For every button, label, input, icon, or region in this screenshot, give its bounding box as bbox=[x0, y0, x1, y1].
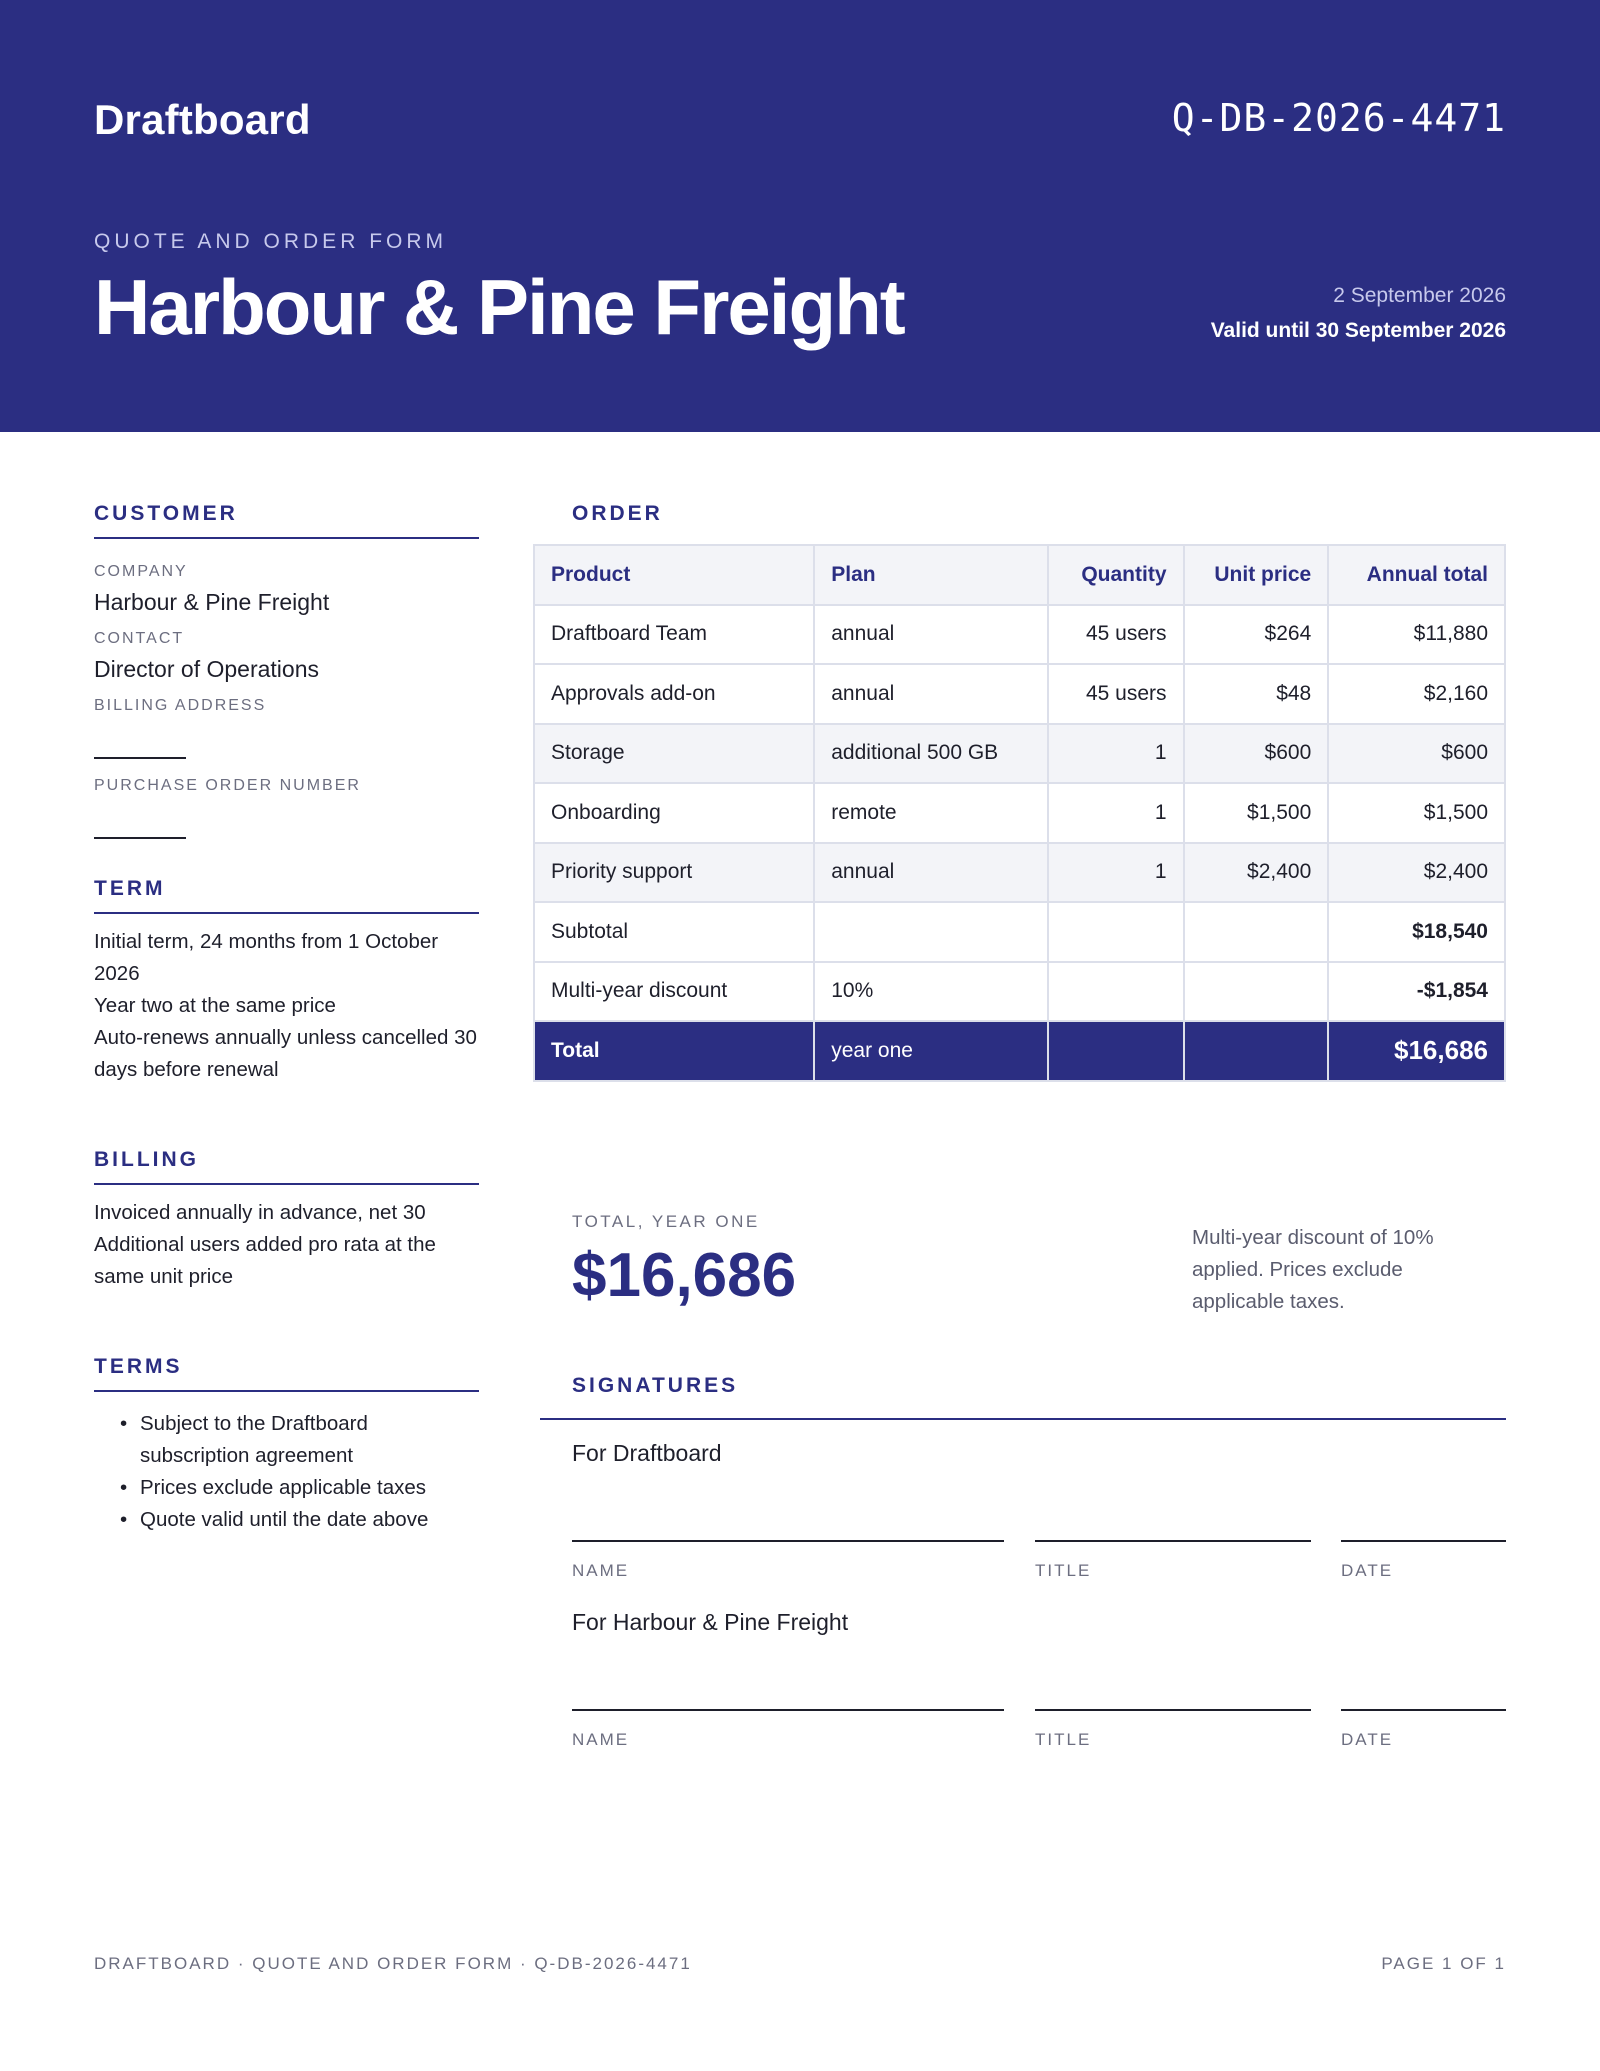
col-header-unit-price: Unit price bbox=[1184, 545, 1329, 605]
empty-cell bbox=[1048, 962, 1184, 1022]
contact-label: CONTACT bbox=[94, 630, 185, 647]
cell-annual-total: $11,880 bbox=[1328, 605, 1505, 665]
term-line: Auto-renews annually unless cancelled 30 days before renewal bbox=[94, 1026, 477, 1081]
discount-note: Multi-year discount of 10% applied. Prices exclude applicable taxes. bbox=[1192, 1226, 1434, 1313]
cell-quantity: 1 bbox=[1048, 843, 1184, 903]
term-line: Initial term, 24 months from 1 October 2026 bbox=[94, 930, 439, 985]
cell-plan: annual bbox=[814, 843, 1047, 903]
discount-value: -$1,854 bbox=[1328, 962, 1505, 1022]
col-header-product: Product bbox=[534, 545, 814, 605]
header-band bbox=[0, 0, 1600, 432]
signatures-rule bbox=[540, 1418, 1506, 1420]
total-plan: year one bbox=[814, 1021, 1047, 1081]
page-title: Harbour & Pine Freight bbox=[94, 263, 904, 351]
brand-name: Draftboard bbox=[94, 96, 311, 143]
valid-until: Valid until 30 September 2026 bbox=[1210, 319, 1506, 342]
customer-party-label: For Harbour & Pine Freight bbox=[572, 1609, 849, 1635]
billing-line: Invoiced annually in advance, net 30 bbox=[94, 1201, 426, 1224]
billing-section bbox=[94, 1148, 479, 1293]
footer-page-number: PAGE 1 OF 1 bbox=[1381, 1954, 1506, 1973]
terms-section bbox=[94, 1355, 479, 1536]
customer-title-caption: TITLE bbox=[1035, 1730, 1092, 1749]
table-row bbox=[534, 664, 1505, 724]
col-header-plan: Plan bbox=[814, 545, 1047, 605]
company-label: COMPANY bbox=[94, 563, 188, 580]
quote-number: Q-DB-2026-4471 bbox=[1171, 96, 1506, 140]
cell-product: Onboarding bbox=[534, 783, 814, 843]
cell-quantity: 1 bbox=[1048, 724, 1184, 784]
table-row bbox=[534, 783, 1505, 843]
cell-product: Draftboard Team bbox=[534, 605, 814, 665]
subtotal-label: Subtotal bbox=[534, 902, 814, 962]
vendor-name-caption: NAME bbox=[572, 1561, 630, 1580]
document-kind: QUOTE AND ORDER FORM bbox=[94, 230, 448, 253]
cell-plan: remote bbox=[814, 783, 1047, 843]
vendor-party-label: For Draftboard bbox=[572, 1440, 722, 1466]
cell-quantity: 1 bbox=[1048, 783, 1184, 843]
cell-plan: annual bbox=[814, 664, 1047, 724]
customer-section bbox=[94, 502, 479, 839]
vendor-title-caption: TITLE bbox=[1035, 1561, 1092, 1580]
company-value: Harbour & Pine Freight bbox=[94, 589, 330, 615]
cell-plan: additional 500 GB bbox=[814, 724, 1047, 784]
customer-name-line[interactable] bbox=[572, 1709, 1004, 1711]
cell-plan: annual bbox=[814, 605, 1047, 665]
term-section bbox=[94, 877, 479, 1086]
discount-rate: 10% bbox=[814, 962, 1047, 1022]
subtotal-row bbox=[534, 902, 1505, 962]
po-number-blank bbox=[94, 837, 186, 839]
order-heading: ORDER bbox=[572, 502, 663, 525]
customer-name-caption: NAME bbox=[572, 1730, 630, 1749]
contact-value: Director of Operations bbox=[94, 656, 319, 682]
vendor-date-caption: DATE bbox=[1341, 1561, 1394, 1580]
total-year-one-value: $16,686 bbox=[572, 1241, 797, 1310]
subtotal-value: $18,540 bbox=[1328, 902, 1505, 962]
discount-label: Multi-year discount bbox=[534, 962, 814, 1022]
empty-cell bbox=[1184, 1021, 1329, 1081]
po-number-label: PURCHASE ORDER NUMBER bbox=[94, 777, 361, 794]
terms-list bbox=[94, 1408, 479, 1536]
terms-item: • Prices exclude applicable taxes bbox=[120, 1472, 479, 1504]
customer-heading: CUSTOMER bbox=[94, 502, 479, 539]
vendor-name-line[interactable] bbox=[572, 1540, 1004, 1542]
footer-document-info: DRAFTBOARD · QUOTE AND ORDER FORM · Q-DB-2026-4471 bbox=[94, 1954, 692, 1973]
table-row bbox=[534, 724, 1505, 784]
left-column bbox=[94, 502, 479, 1536]
table-row bbox=[534, 605, 1505, 665]
cell-product: Priority support bbox=[534, 843, 814, 903]
terms-item: • Subject to the Draftboard subscription agreement bbox=[120, 1408, 479, 1472]
billing-address-blank bbox=[94, 757, 186, 759]
cell-quantity: 45 users bbox=[1048, 664, 1184, 724]
cell-annual-total: $600 bbox=[1328, 724, 1505, 784]
term-heading: TERM bbox=[94, 877, 479, 914]
cell-unit-price: $48 bbox=[1184, 664, 1329, 724]
col-header-annual-total: Annual total bbox=[1328, 545, 1505, 605]
table-row bbox=[534, 843, 1505, 903]
issued-date: 2 September 2026 bbox=[1333, 284, 1506, 307]
customer-date-line[interactable] bbox=[1341, 1709, 1506, 1711]
total-year-one-label: TOTAL, YEAR ONE bbox=[572, 1212, 760, 1231]
empty-cell bbox=[1184, 902, 1329, 962]
total-value: $16,686 bbox=[1328, 1021, 1505, 1081]
cell-product: Approvals add-on bbox=[534, 664, 814, 724]
customer-date-caption: DATE bbox=[1341, 1730, 1394, 1749]
cell-annual-total: $1,500 bbox=[1328, 783, 1505, 843]
order-table bbox=[533, 544, 1506, 1082]
billing-text bbox=[94, 1197, 479, 1293]
term-text bbox=[94, 926, 479, 1086]
empty-cell bbox=[814, 902, 1047, 962]
terms-heading: TERMS bbox=[94, 1355, 479, 1392]
billing-heading: BILLING bbox=[94, 1148, 479, 1185]
billing-line: Additional users added pro rata at the same unit price bbox=[94, 1233, 436, 1288]
customer-title-line[interactable] bbox=[1035, 1709, 1311, 1711]
empty-cell bbox=[1048, 1021, 1184, 1081]
cell-unit-price: $264 bbox=[1184, 605, 1329, 665]
cell-unit-price: $600 bbox=[1184, 724, 1329, 784]
cell-product: Storage bbox=[534, 724, 814, 784]
discount-row bbox=[534, 962, 1505, 1022]
terms-item: • Quote valid until the date above bbox=[120, 1504, 479, 1536]
vendor-title-line[interactable] bbox=[1035, 1540, 1311, 1542]
cell-annual-total: $2,400 bbox=[1328, 843, 1505, 903]
cell-unit-price: $2,400 bbox=[1184, 843, 1329, 903]
empty-cell bbox=[1048, 902, 1184, 962]
cell-quantity: 45 users bbox=[1048, 605, 1184, 665]
table-header-row bbox=[534, 545, 1505, 605]
col-header-quantity: Quantity bbox=[1048, 545, 1184, 605]
vendor-date-line[interactable] bbox=[1341, 1540, 1506, 1542]
cell-annual-total: $2,160 bbox=[1328, 664, 1505, 724]
cell-unit-price: $1,500 bbox=[1184, 783, 1329, 843]
billing-address-label: BILLING ADDRESS bbox=[94, 697, 267, 714]
term-line: Year two at the same price bbox=[94, 994, 336, 1017]
total-label: Total bbox=[534, 1021, 814, 1081]
signatures-heading: SIGNATURES bbox=[572, 1374, 739, 1397]
empty-cell bbox=[1184, 962, 1329, 1022]
total-row bbox=[534, 1021, 1505, 1081]
